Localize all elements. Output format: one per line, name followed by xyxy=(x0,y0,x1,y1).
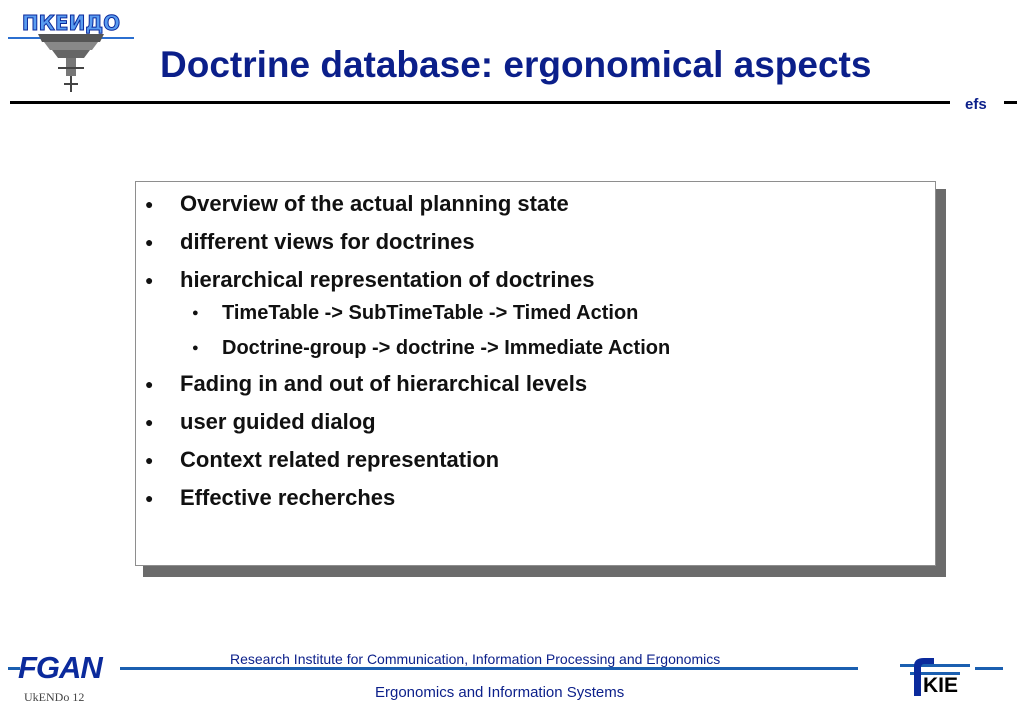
svg-text:ПКЕИДО: ПКЕИДО xyxy=(21,11,121,35)
kie-logo-text: KIE xyxy=(923,674,959,697)
sub-bullet-item: ● Doctrine-group -> doctrine -> Immediate Action xyxy=(192,337,671,359)
bullet-item: ● Fading in and out of hierarchical levels xyxy=(145,371,588,396)
ukendo-logo xyxy=(8,8,134,94)
fgan-logo: FGAN xyxy=(18,650,102,685)
bullet-item: ● user guided dialog xyxy=(145,409,376,434)
title-divider-stub xyxy=(1004,101,1017,104)
page-title: Doctrine database: ergonomical aspects xyxy=(160,44,872,85)
bullet-dot-icon: ● xyxy=(145,414,154,430)
bullet-dot-icon: ● xyxy=(145,376,154,392)
bullet-item: ● hierarchical representation of doctrines xyxy=(145,267,595,292)
bullet-dot-icon: ● xyxy=(145,196,154,212)
bullet-dot-icon: ● xyxy=(145,452,154,468)
bullet-dot-icon: ● xyxy=(145,490,154,506)
bullet-dot-icon: ● xyxy=(192,307,199,319)
bullet-item: ● Context related representation xyxy=(145,447,500,472)
efs-label: efs xyxy=(965,96,987,113)
institute-name: Research Institute for Communication, Information Processing and Ergonomics xyxy=(230,651,721,667)
bullet-list xyxy=(145,190,670,522)
bullet-dot-icon: ● xyxy=(145,272,154,288)
footer-line-center xyxy=(120,667,858,670)
footer-line-right xyxy=(975,667,1003,670)
title-divider xyxy=(10,101,950,104)
bullet-dot-icon: ● xyxy=(145,234,154,250)
bullet-dot-icon: ● xyxy=(192,342,199,354)
bullet-item: ● different views for doctrines xyxy=(145,229,475,254)
slide-reference: UkENDo 12 xyxy=(24,690,85,704)
bullet-item: ● Overview of the actual planning state xyxy=(145,191,569,216)
bullet-item: ● Effective recherches xyxy=(145,485,396,510)
department-name: Ergonomics and Information Systems xyxy=(375,684,625,701)
sub-bullet-item: ● TimeTable -> SubTimeTable -> Timed Action xyxy=(192,302,639,324)
